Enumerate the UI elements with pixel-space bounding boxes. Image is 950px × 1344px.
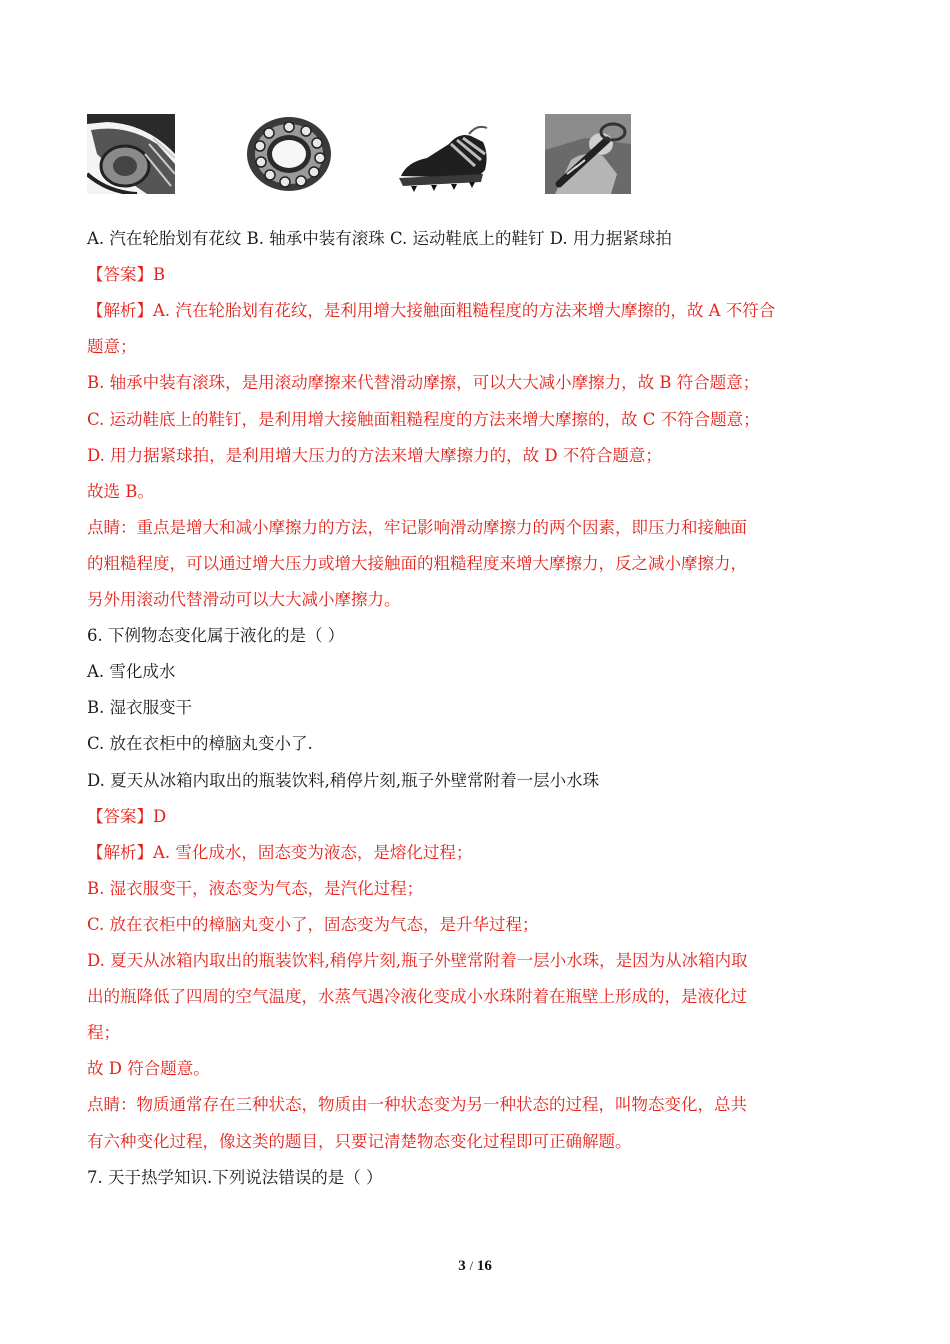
text-line: C. 运动鞋底上的鞋钉，是利用增大接触面粗糙程度的方法来增大摩擦的，故 C 不符合题意； xyxy=(87,410,760,429)
text-line: C. 放在衣柜中的樟脑丸变小了. xyxy=(87,734,313,753)
text-line: 程； xyxy=(87,1023,120,1042)
text-line: 出的瓶降低了四周的空气温度，水蒸气遇冷液化变成小水珠附着在瓶壁上形成的，是液化过 xyxy=(87,987,747,1006)
question-images xyxy=(87,114,647,200)
text-line: A. 汽在轮胎划有花纹 B. 轴承中装有滚珠 C. 运动鞋底上的鞋钉 D. 用力据紧球拍 xyxy=(87,229,672,248)
text-line: C. 放在衣柜中的樟脑丸变小了，固态变为气态，是升华过程； xyxy=(87,915,539,934)
text-line: B. 轴承中装有滚珠，是用滚动摩擦来代替滑动摩擦，可以大大减小摩擦力，故 B 符合题意； xyxy=(87,373,760,392)
text-line: D. 用力据紧球拍，是利用增大压力的方法来增大摩擦力的，故 D 不符合题意； xyxy=(87,446,662,465)
text-line: A. 雪化成水 xyxy=(87,662,176,681)
text-line: 故 D 符合题意。 xyxy=(87,1059,210,1078)
text-line: 有六种变化过程，像这类的题目，只要记清楚物态变化过程即可正确解题。 xyxy=(87,1132,632,1151)
tire-image xyxy=(87,114,175,194)
text-line: 【解析】A. 雪化成水，固态变为液态，是熔化过程； xyxy=(87,843,473,862)
text-line: 【答案】D xyxy=(87,807,167,826)
text-line: 的粗糙程度，可以通过增大压力或增大接触面的粗糙程度来增大摩擦力，反之减小摩擦力， xyxy=(87,554,747,573)
text-line: 点睛：重点是增大和减小摩擦力的方法，牢记影响滑动摩擦力的两个因素，即压力和接触面 xyxy=(87,518,747,537)
text-line: 故选 B。 xyxy=(87,482,154,501)
page-number xyxy=(0,1258,950,1275)
text-line: 题意； xyxy=(87,337,137,356)
text-line: B. 湿衣服变干，液态变为气态，是汽化过程； xyxy=(87,879,424,898)
text-line: 7. 天于热学知识.下列说法错误的是（ ） xyxy=(87,1168,383,1187)
page-total: 16 xyxy=(476,1258,492,1274)
spiked-shoe-image xyxy=(397,114,491,194)
page-separator: / xyxy=(469,1258,474,1273)
text-line: 【答案】B xyxy=(87,265,166,284)
text-line: D. 夏天从冰箱内取出的瓶装饮料,稍停片刻,瓶子外壁常附着一层小水珠，是因为从冰箱内取 xyxy=(87,951,748,970)
text-line: B. 湿衣服变干 xyxy=(87,698,193,717)
text-line: 【解析】A. 汽在轮胎划有花纹，是利用增大接触面粗糙程度的方法来增大摩擦的，故 A 不符合 xyxy=(87,301,776,320)
text-line: 点睛：物质通常存在三种状态，物质由一种状态变为另一种状态的过程，叫物态变化，总共 xyxy=(87,1095,747,1114)
racket-grip-image xyxy=(545,114,631,194)
page-current: 3 xyxy=(458,1258,466,1274)
bearing-image xyxy=(244,114,334,194)
text-line: 另外用滚动代替滑动可以大大减小摩擦力。 xyxy=(87,590,401,609)
text-line: 6. 下例物态变化属于液化的是（ ） xyxy=(87,626,345,645)
text-line: D. 夏天从冰箱内取出的瓶装饮料,稍停片刻,瓶子外壁常附着一层小水珠 xyxy=(87,771,600,790)
